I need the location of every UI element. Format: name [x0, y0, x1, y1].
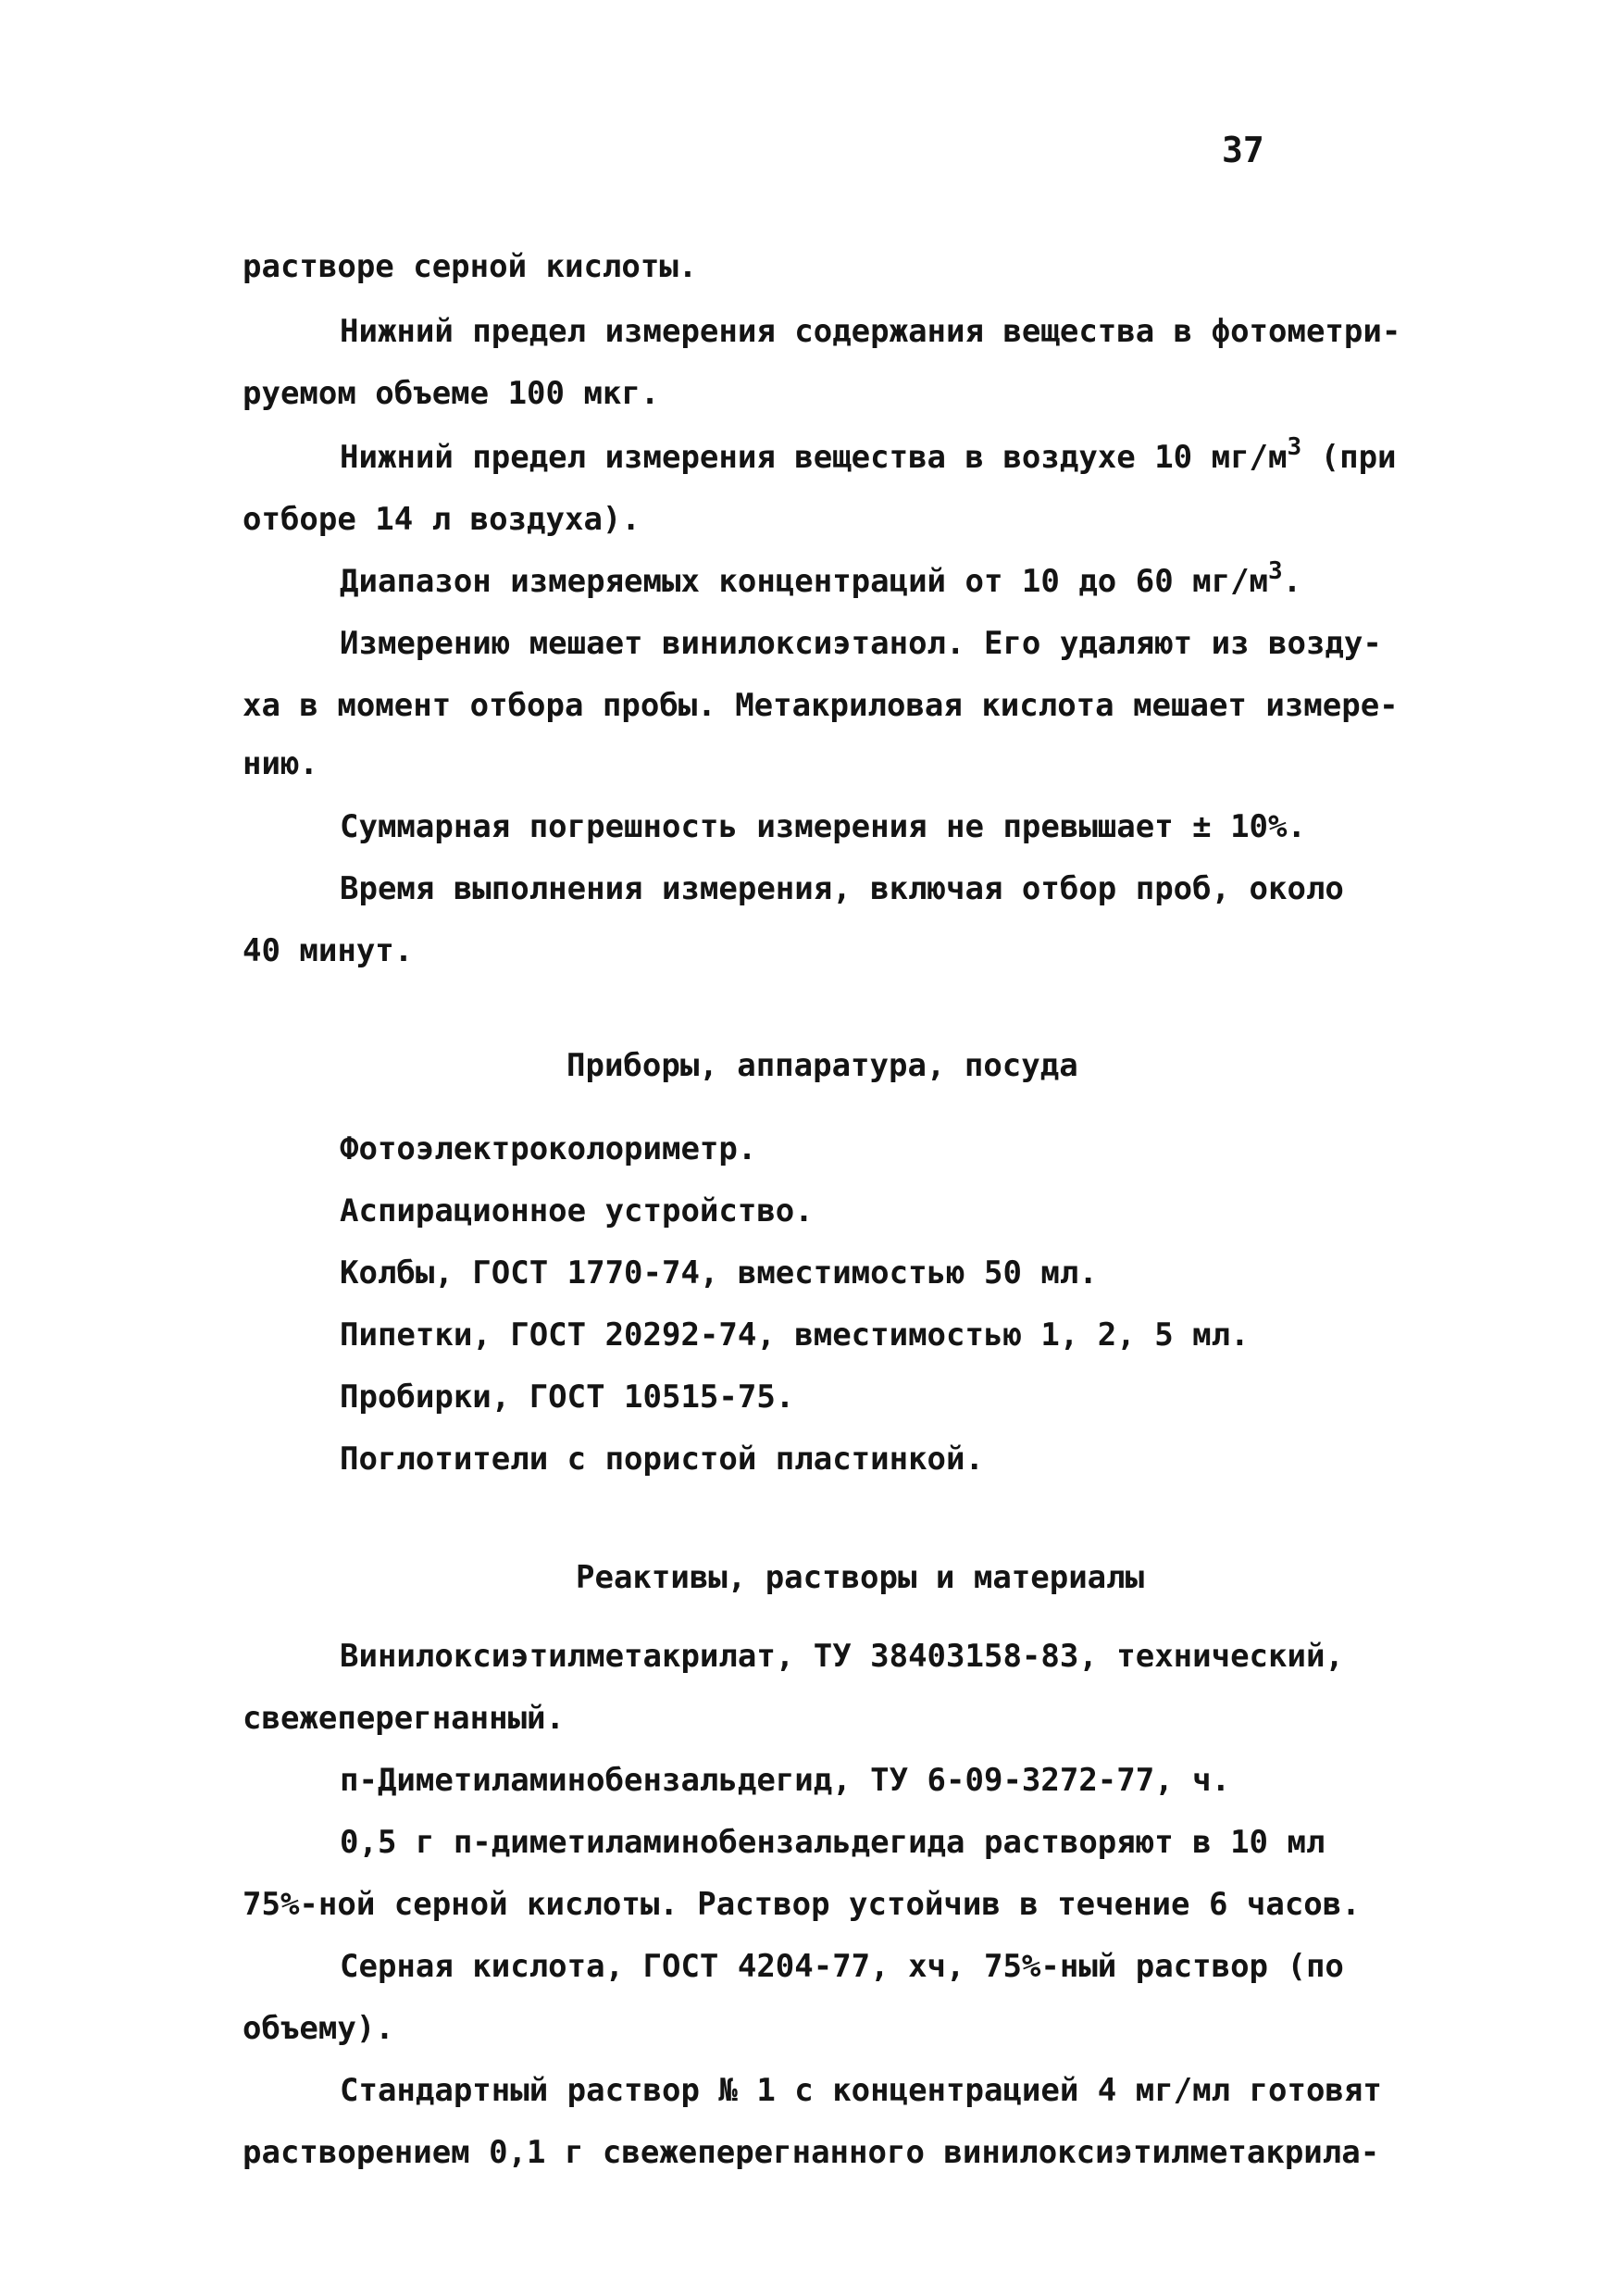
- text-line: Винилоксиэтилметакрилат, ТУ 38403158-83, технический,: [340, 1638, 1344, 1675]
- text-line: нию.: [243, 745, 318, 782]
- text-line: свежеперегнанный.: [243, 1700, 565, 1737]
- text-line: Стандартный раствор № 1 с концентрацией 4 мг/мл готовят: [340, 2072, 1382, 2109]
- text-line: Нижний предел измерения содержания вещества в фотометри-: [340, 313, 1401, 350]
- text-line: Нижний предел измерения вещества в воздухе 10 $мг/м^3$ (при: [340, 433, 1397, 476]
- text-line: растворением 0,1 г свежеперегнанного винилоксиэтилметакрила-: [243, 2134, 1380, 2171]
- text-line: Измерению мешает винилоксиэтанол. Его удаляют из возду-: [340, 625, 1382, 662]
- equipment-item: Аспирационное устройство.: [340, 1192, 814, 1229]
- equipment-item: Поглотители с пористой пластинкой.: [340, 1441, 984, 1478]
- equipment-item: Пипетки, ГОСТ 20292-74, вместимостью 1, 2, 5 мл.: [340, 1316, 1250, 1354]
- equipment-item: Фотоэлектроколориметр.: [340, 1130, 757, 1167]
- section-heading-equipment: Приборы, аппаратура, посуда: [566, 1047, 1078, 1084]
- text-line: Серная кислота, ГОСТ 4204-77, хч, 75%-ный раствор (по: [340, 1948, 1344, 1985]
- text-line: Время выполнения измерения, включая отбор проб, около: [340, 870, 1344, 907]
- equipment-item: Колбы, ГОСТ 1770-74, вместимостью 50 мл.: [340, 1254, 1098, 1292]
- equipment-item: Пробирки, ГОСТ 10515-75.: [340, 1379, 795, 1416]
- section-heading-reagents: Реактивы, растворы и материалы: [576, 1559, 1145, 1596]
- text-line: 75%-ной серной кислоты. Раствор устойчив в течение 6 часов.: [243, 1886, 1361, 1923]
- text-line: п-Диметиламинобензальдегид, ТУ 6-09-3272-77, ч.: [340, 1762, 1231, 1799]
- text-line: Суммарная погрешность измерения не превышает ± 10%.: [340, 808, 1306, 845]
- text-line: ха в момент отбора пробы. Метакриловая кислота мешает измере-: [243, 687, 1399, 724]
- text-line: 0,5 г п-диметиламинобензальдегида растворяют в 10 мл: [340, 1824, 1326, 1861]
- text-line: растворе серной кислоты.: [243, 248, 698, 285]
- text-line: 40 минут.: [243, 932, 414, 969]
- text-line: Диапазон измеряемых концентраций от 10 до 60 $мг/м^3$.: [340, 557, 1302, 600]
- text-line: объему).: [243, 2010, 394, 2047]
- text-line: отборе 14 л воздуха).: [243, 501, 641, 538]
- page-number: 37: [1222, 130, 1264, 170]
- text-line: руемом объеме 100 мкг.: [243, 375, 660, 412]
